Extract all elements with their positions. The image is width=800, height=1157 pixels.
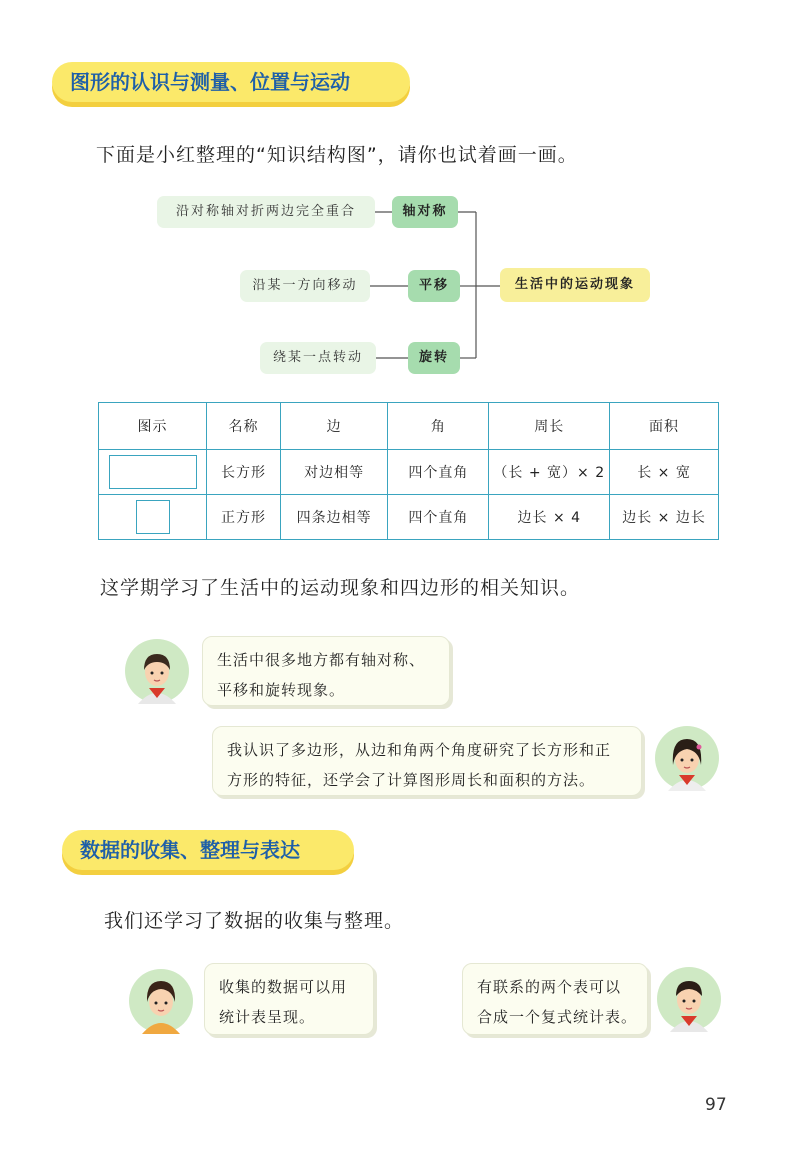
girl-avatar-2-icon bbox=[128, 968, 194, 1034]
table-header-row bbox=[99, 403, 719, 450]
speech-bubble-boy-2 bbox=[462, 963, 648, 1035]
table-cell: 长 × 宽 bbox=[610, 450, 719, 495]
table-cell: 长方形 bbox=[207, 450, 281, 495]
table-cell: 边长 × 4 bbox=[489, 495, 610, 540]
table-row bbox=[99, 495, 719, 540]
map-center-node: 生活中的运动现象 bbox=[500, 268, 650, 302]
table-header-cell: 角 bbox=[388, 403, 489, 450]
page-number: 97 bbox=[705, 1095, 727, 1115]
boy-avatar-icon bbox=[124, 638, 190, 704]
boy-avatar-2-icon bbox=[656, 966, 722, 1032]
table-cell: 正方形 bbox=[207, 495, 281, 540]
bubble-line: 我认识了多边形，从边和角两个角度研究了长方形和正 bbox=[227, 741, 612, 759]
section-title-data: 数据的收集、整理与表达 bbox=[62, 830, 354, 870]
intro-text-data: 我们还学习了数据的收集与整理。 bbox=[104, 910, 405, 932]
map-desc-rotation: 绕某一点转动 bbox=[260, 342, 376, 374]
table-header-cell: 图示 bbox=[99, 403, 207, 450]
map-desc-translation: 沿某一方向移动 bbox=[240, 270, 370, 302]
table-cell: 四条边相等 bbox=[280, 495, 388, 540]
table-row bbox=[99, 450, 719, 495]
bubble-line: 方形的特征，还学会了计算图形周长和面积的方法。 bbox=[227, 771, 596, 789]
bubble-line: 合成一个复式统计表。 bbox=[477, 1008, 638, 1026]
table-header-cell: 名称 bbox=[207, 403, 281, 450]
map-key-symmetry: 轴对称 bbox=[392, 196, 458, 228]
quadrilateral-table bbox=[98, 402, 719, 540]
bubble-line: 生活中很多地方都有轴对称、 bbox=[217, 651, 426, 669]
table-header-cell: 周长 bbox=[489, 403, 610, 450]
table-cell: 四个直角 bbox=[388, 495, 489, 540]
table-cell-shape bbox=[99, 450, 207, 495]
table-cell: （长 + 宽）× 2 bbox=[489, 450, 610, 495]
bubble-line: 统计表呈现。 bbox=[219, 1008, 316, 1026]
intro-text: 下面是小红整理的“知识结构图”，请你也试着画一画。 bbox=[96, 144, 578, 166]
bubble-line: 收集的数据可以用 bbox=[219, 978, 348, 996]
table-cell: 对边相等 bbox=[280, 450, 388, 495]
girl-avatar-icon bbox=[654, 725, 720, 791]
table-cell: 四个直角 bbox=[388, 450, 489, 495]
section-title-geometry: 图形的认识与测量、位置与运动 bbox=[52, 62, 410, 102]
summary-text: 这学期学习了生活中的运动现象和四边形的相关知识。 bbox=[100, 577, 581, 599]
bubble-line: 有联系的两个表可以 bbox=[477, 978, 622, 996]
map-desc-symmetry: 沿对称轴对折两边完全重合 bbox=[157, 196, 375, 228]
rectangle-shape-icon bbox=[109, 455, 197, 489]
map-key-translation: 平移 bbox=[408, 270, 460, 302]
speech-bubble-boy-1 bbox=[202, 636, 450, 706]
speech-bubble-girl-2 bbox=[204, 963, 374, 1035]
bubble-line: 平移和旋转现象。 bbox=[217, 681, 346, 699]
table-cell: 边长 × 边长 bbox=[610, 495, 719, 540]
table-header-cell: 面积 bbox=[610, 403, 719, 450]
square-shape-icon bbox=[136, 500, 170, 534]
table-header-cell: 边 bbox=[280, 403, 388, 450]
speech-bubble-girl-1 bbox=[212, 726, 642, 796]
table-cell-shape bbox=[99, 495, 207, 540]
map-key-rotation: 旋转 bbox=[408, 342, 460, 374]
